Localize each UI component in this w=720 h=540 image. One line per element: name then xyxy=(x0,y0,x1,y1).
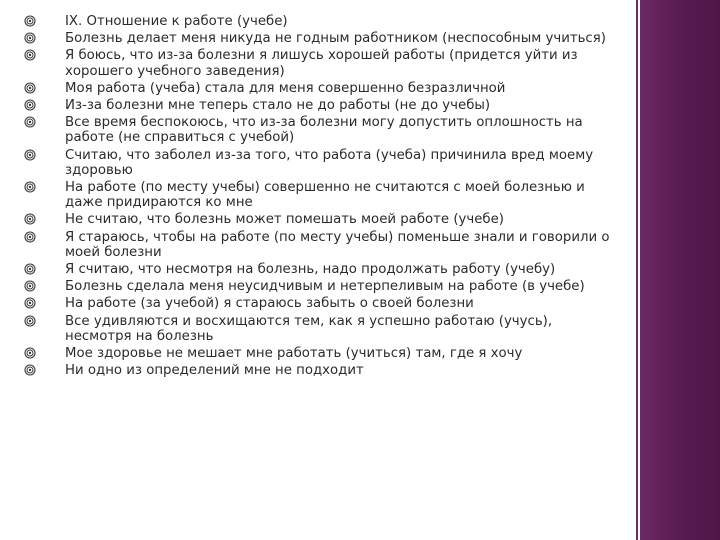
list-item xyxy=(22,262,622,277)
list-item xyxy=(22,363,622,378)
target-bullet-icon xyxy=(24,82,36,94)
list-item xyxy=(22,31,622,46)
list-item-text: Считаю, что заболел из-за того, что работа (учеба) причинила вред моему здоровью xyxy=(65,147,594,178)
list-item xyxy=(22,115,622,145)
decorative-side-panel xyxy=(640,0,720,540)
list-item-text: На работе (за учебой) я стараюсь забыть о своей болезни xyxy=(65,296,474,312)
target-bullet-icon xyxy=(24,49,36,61)
target-bullet-icon xyxy=(24,116,36,128)
target-bullet-icon xyxy=(24,364,36,376)
list-item xyxy=(22,346,622,361)
list-item-text: Я боюсь, что из-за болезни я лишусь хорошей работы (придется уйти из хорошего учебного заведения) xyxy=(65,48,578,79)
list-item xyxy=(22,148,622,178)
list-item xyxy=(22,279,622,294)
bullet-list xyxy=(22,14,622,378)
list-item xyxy=(22,48,622,78)
list-item-text: Все время беспокоюсь, что из-за болезни могу допустить оплошность на работе (не справиться с учебой) xyxy=(65,115,583,146)
list-item-text: Я считаю, что несмотря на болезнь, надо продолжать работу (учебу) xyxy=(65,262,556,278)
list-item xyxy=(22,14,622,29)
list-item xyxy=(22,98,622,113)
target-bullet-icon xyxy=(24,263,36,275)
target-bullet-icon xyxy=(24,213,36,225)
target-bullet-icon xyxy=(24,181,36,193)
side-panel-divider xyxy=(636,0,638,540)
target-bullet-icon xyxy=(24,347,36,359)
list-item-text: Из-за болезни мне теперь стало не до работы (не до учебы) xyxy=(65,98,491,114)
list-item xyxy=(22,296,622,311)
target-bullet-icon xyxy=(24,15,36,27)
list-item-text: Мое здоровье не мешает мне работать (учиться) там, где я хочу xyxy=(65,346,523,362)
list-item-text: Не считаю, что болезнь может помешать моей работе (учебе) xyxy=(65,212,504,228)
list-item-text: IX. Отношение к работе (учебе) xyxy=(65,14,288,29)
target-bullet-icon xyxy=(24,297,36,309)
list-item-text: Болезнь сделала меня неусидчивым и нетерпеливым на работе (в учебе) xyxy=(65,279,585,295)
target-bullet-icon xyxy=(24,149,36,161)
list-item-text: На работе (по месту учебы) совершенно не считаются с моей болезнью и даже придираются ко мне xyxy=(65,180,585,211)
list-item-text: Ни одно из определений мне не подходит xyxy=(65,363,364,379)
list-item xyxy=(22,314,622,344)
list-item-text: Моя работа (учеба) стала для меня совершенно безразличной xyxy=(65,80,506,96)
target-bullet-icon xyxy=(24,99,36,111)
list-item-text: Болезнь делает меня никуда не годным работником (неспособным учиться) xyxy=(65,31,606,47)
list-item-text: Я стараюсь, чтобы на работе (по месту учебы) поменьше знали и говорили о моей болезни xyxy=(65,229,610,260)
list-item xyxy=(22,212,622,227)
list-item xyxy=(22,81,622,96)
list-item xyxy=(22,230,622,260)
target-bullet-icon xyxy=(24,280,36,292)
list-item xyxy=(22,180,622,210)
target-bullet-icon xyxy=(24,315,36,327)
target-bullet-icon xyxy=(24,32,36,44)
list-item-text: Все удивляются и восхищаются тем, как я успешно работаю (учусь), несмотря на болезнь xyxy=(65,313,553,344)
target-bullet-icon xyxy=(24,231,36,243)
